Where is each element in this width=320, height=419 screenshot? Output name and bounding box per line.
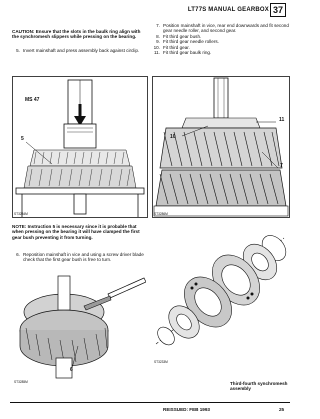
callout-10: 10 — [170, 134, 176, 140]
footer-divider — [10, 402, 290, 403]
step-list-left — [12, 48, 146, 53]
tool-label: MS 47 — [25, 97, 40, 103]
step-number: 6. — [16, 252, 20, 257]
reissued-date: REISSUED: FEB 1993 — [163, 407, 210, 412]
step-item — [12, 48, 146, 53]
page-header-title: LT77S MANUAL GEARBOX — [187, 7, 269, 13]
step-number: 10. — [153, 44, 160, 50]
callout-11: 11 — [279, 117, 285, 123]
step-text: Fit third gear needle rollers. — [163, 39, 219, 45]
figure-check-bush — [12, 272, 146, 380]
step-text: Fit third gear bush. — [163, 33, 202, 39]
step-text: Reposition mainshaft in vice and using a screw driver blade check that the first gear bush is free to turn. — [23, 252, 144, 263]
step-item — [152, 23, 290, 34]
figure-caption: Third-fourth synchromesh assembly — [230, 381, 288, 392]
step-item — [12, 252, 146, 263]
step-text: Fit third gear baulk ring. — [163, 50, 212, 56]
step-list-note — [12, 252, 146, 263]
caution-text: CAUTION: Ensure that the slots in the baulk ring align with the synchromesh slippers while pressing on the bearing. — [12, 29, 141, 40]
step-text: Fit third gear. — [163, 44, 190, 50]
section-number-box: 37 — [270, 3, 286, 17]
page-number: 25 — [279, 407, 285, 412]
figure-synchromesh-exploded — [152, 228, 290, 360]
step-number: 8. — [156, 33, 160, 39]
figure-code: ST3284M — [14, 212, 28, 216]
step-text: Invert mainshaft and press assembly back against circlip. — [23, 48, 140, 53]
step-number: 5. — [16, 48, 20, 53]
callout-6: 6 — [70, 367, 73, 373]
callout-5: 5 — [21, 136, 24, 142]
step-list-right — [152, 23, 290, 55]
figure-code: ST3286M — [154, 212, 168, 216]
figure-mainshaft-gears — [152, 76, 290, 218]
figure-code: ST3285M — [14, 380, 28, 384]
step-number: 7. — [156, 23, 160, 28]
callout-7: 7 — [280, 163, 283, 169]
figure-code: ST3233M — [154, 360, 168, 364]
step-text: Position mainshaft in vice, rear end downwards and fit second gear needle roller, and second gear. — [163, 23, 289, 34]
step-item — [152, 50, 290, 55]
note-text: NOTE: Instruction 5 is necessary since it is probable that when pressing on the bearing it will have clamped the first gear bush preventing it from turning. — [12, 224, 140, 240]
step-number: 11. — [153, 50, 160, 56]
step-number: 9. — [156, 39, 160, 45]
